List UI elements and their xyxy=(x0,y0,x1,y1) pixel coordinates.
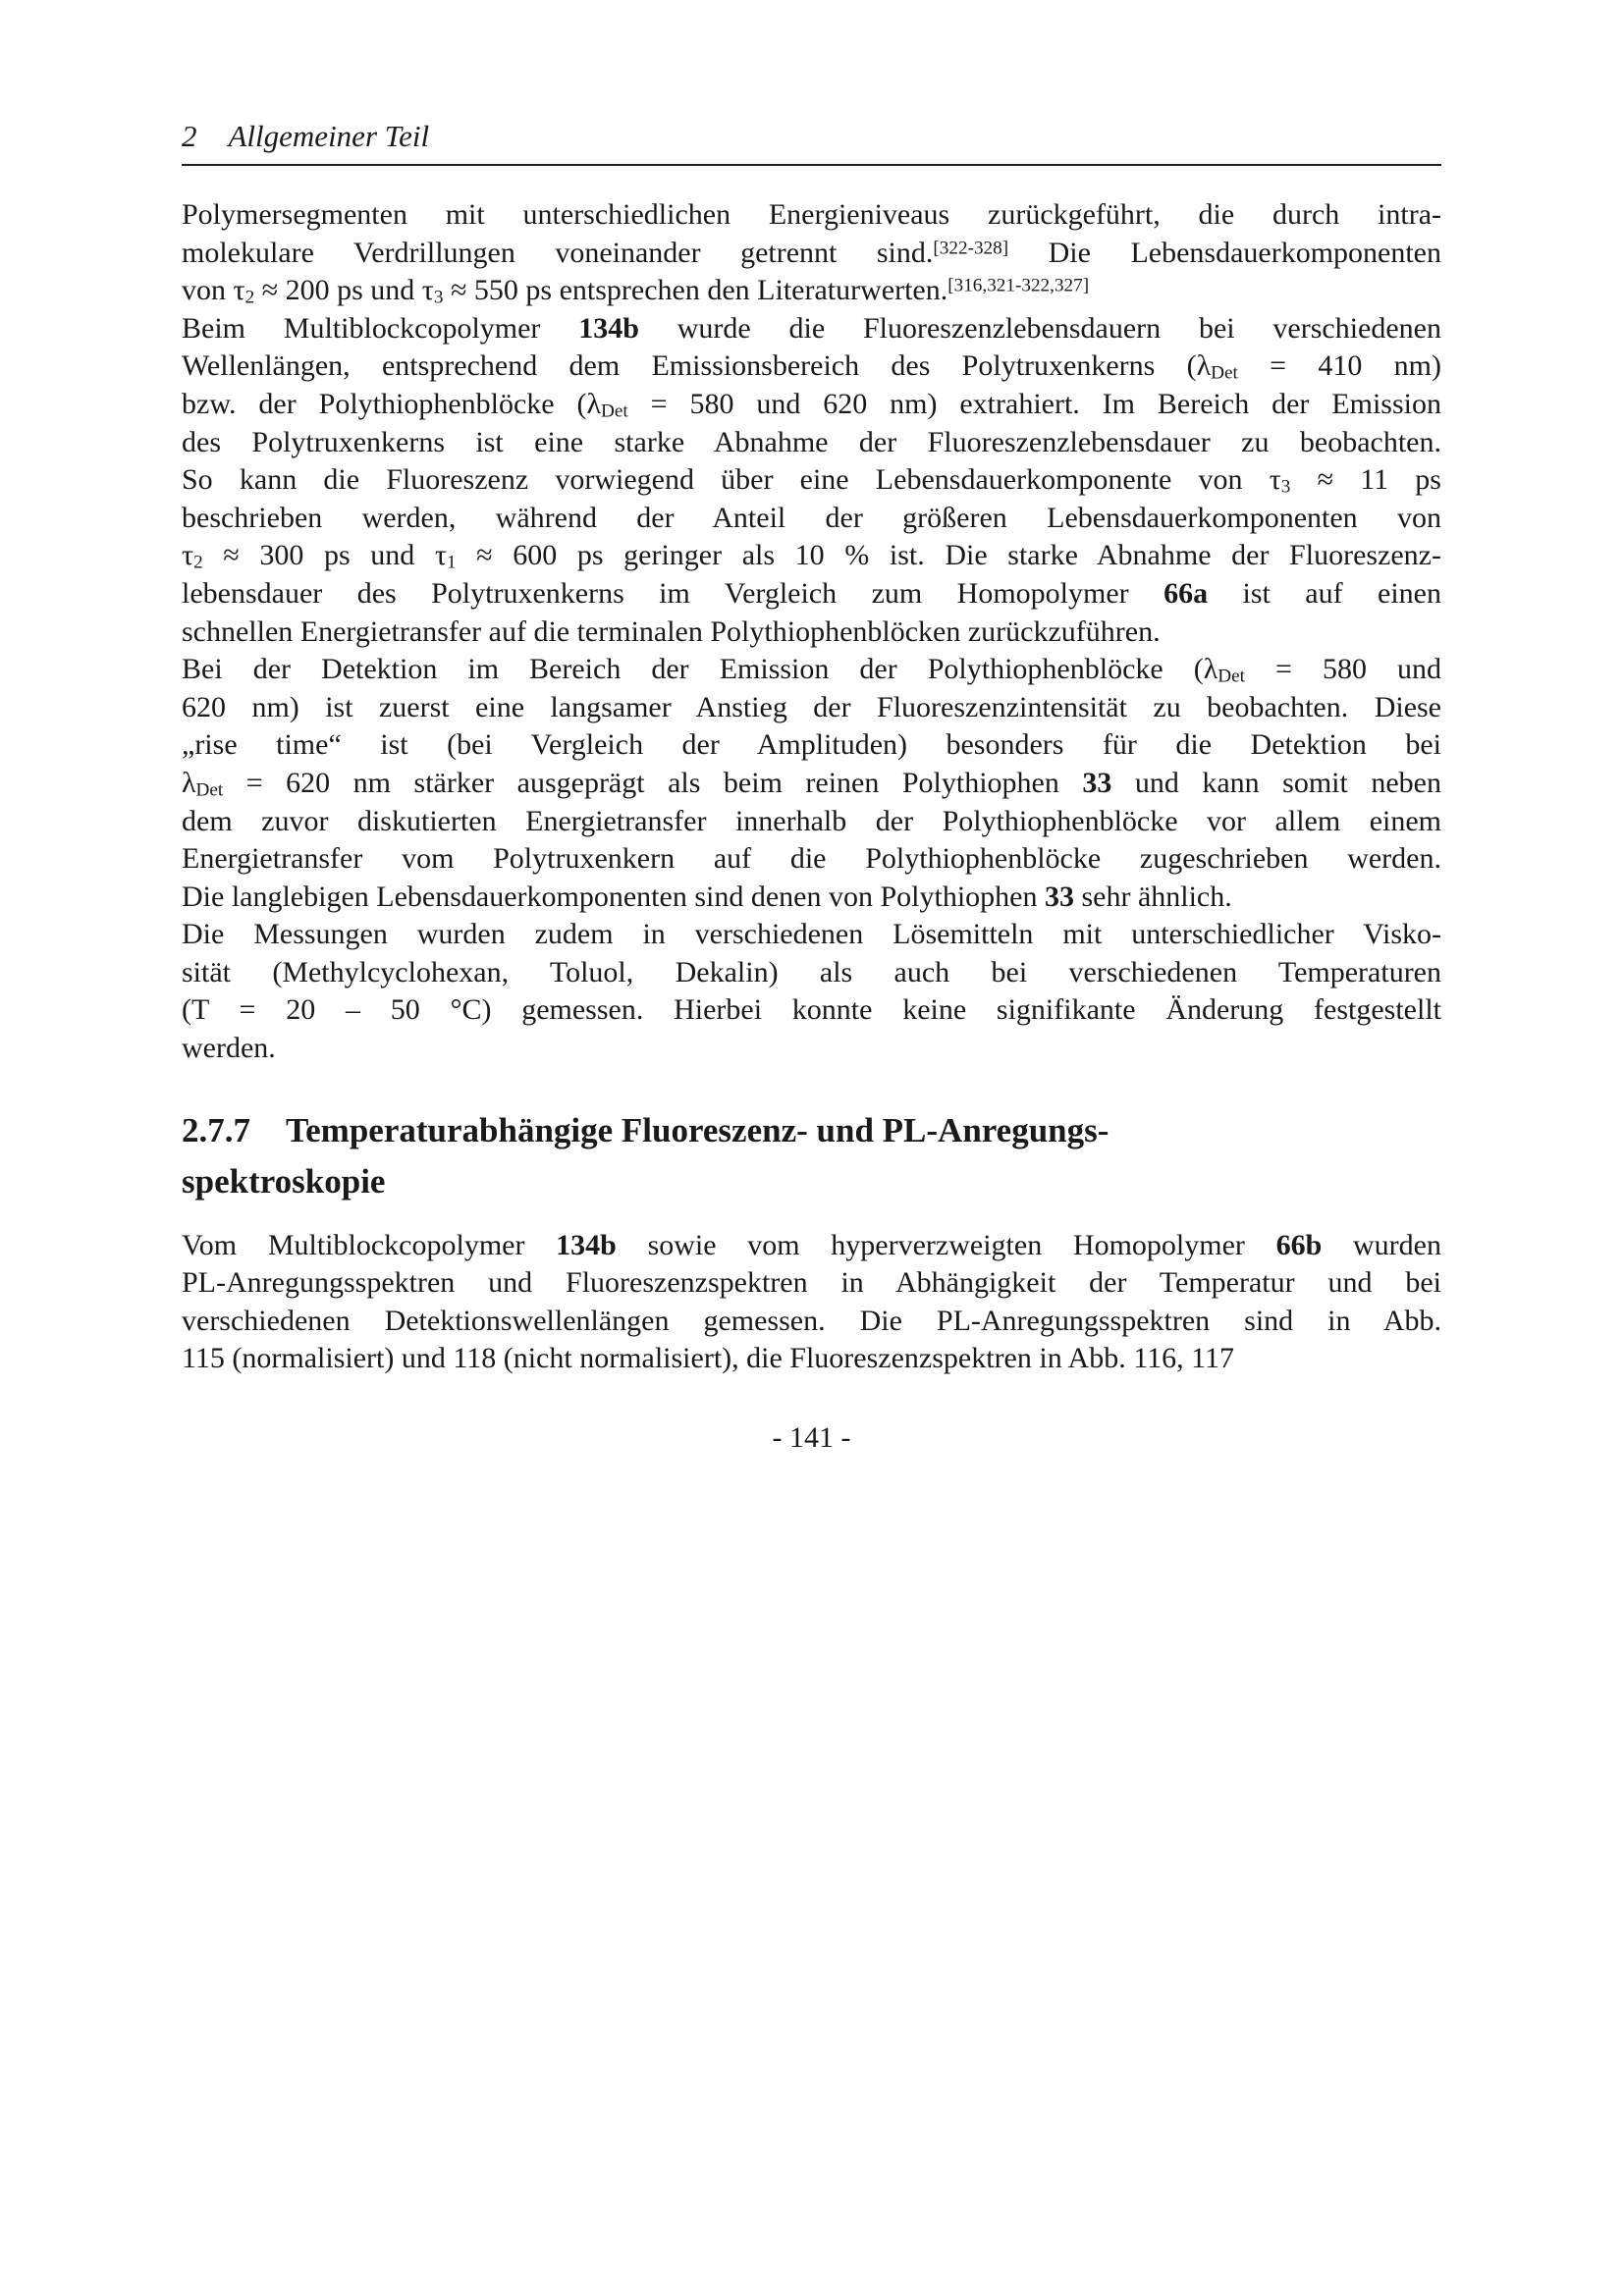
text-line xyxy=(182,575,1441,614)
text-run: Det xyxy=(195,779,224,801)
text-run: Die Messungen wurden zudem in verschiedenen Lösemitteln mit unterschiedlicher Visko- xyxy=(182,918,1441,951)
text-run: verschiedenen Detektionswellenlängen gemessen. Die PL-Anregungsspektren sind in Abb. xyxy=(182,1304,1441,1337)
running-header xyxy=(182,118,1441,166)
text-run: = 620 nm stärker ausgeprägt als beim reinen Polythiophen xyxy=(223,766,1083,799)
text-line xyxy=(182,879,1441,917)
text-run: 115 (normalisiert) und 118 (nicht normalisiert), die Fluoreszenzspektren in Abb. 116, 117 xyxy=(182,1342,1234,1375)
text-run: (T = 20 – 50 °C) gemessen. Hierbei konnte keine signifikante Änderung festgestellt xyxy=(182,993,1441,1027)
text-line xyxy=(182,1156,1441,1207)
text-run: 134b xyxy=(556,1228,617,1261)
text-line xyxy=(182,235,1441,273)
text-run: lebensdauer des Polytruxenkerns im Vergleich zum Homopolymer xyxy=(182,576,1164,610)
text-run: Temperaturabhängige Fluoreszenz- und PL-Anregungs- xyxy=(286,1110,1109,1149)
text-run: 3 xyxy=(433,287,444,308)
text-run: λ xyxy=(182,766,196,799)
text-run: schnellen Energietransfer auf die terminalen Polythiophenblöcken zurückzuführen. xyxy=(182,614,1161,648)
text-run: Det xyxy=(1211,362,1238,384)
text-run: sehr ähnlich. xyxy=(1073,880,1232,913)
running-header-chapter-number: 2 xyxy=(182,119,197,153)
text-line xyxy=(182,803,1441,841)
text-run: beschrieben werden, während der Anteil der größeren Lebensdauerkomponenten von xyxy=(182,501,1441,534)
text-line xyxy=(182,1105,1441,1156)
text-line xyxy=(182,537,1441,575)
text-run: ≈ 300 ps und τ xyxy=(202,539,447,572)
text-line xyxy=(182,916,1441,954)
text-run: Die Lebensdauerkomponenten xyxy=(1008,236,1441,269)
text-run: = 580 und 620 nm) extrahiert. Im Bereich der Emission xyxy=(627,387,1441,420)
text-line xyxy=(182,500,1441,538)
text-run: 66b xyxy=(1275,1228,1323,1261)
text-line xyxy=(182,272,1441,310)
text-run: bzw. der Polythiophenblöcke (λ xyxy=(182,387,602,420)
text-run: sität (Methylcyclohexan, Toluol, Dekalin) als auch bei verschiedenen Temperaturen xyxy=(182,955,1441,988)
text-run: Det xyxy=(601,400,628,422)
heading-number: 2.7.7 xyxy=(182,1110,250,1149)
text-line xyxy=(182,461,1441,500)
text-run: [322-328] xyxy=(933,237,1009,258)
text-run: werden. xyxy=(182,1032,276,1065)
text-run: 33 xyxy=(1082,766,1112,799)
text-run: = 410 nm) xyxy=(1237,349,1441,383)
text-run: sowie vom hyperverzweigten Homopolymer xyxy=(616,1228,1276,1261)
text-run: PL-Anregungsspektren und Fluoreszenzspektren in Abhängigkeit der Temperatur und bei xyxy=(182,1266,1441,1300)
text-line xyxy=(182,196,1441,235)
text-line xyxy=(182,424,1441,462)
text-run: 2 xyxy=(244,287,255,308)
text-run: dem zuvor diskutierten Energietransfer innerhalb der Polythiophenblöcke vor allem einem xyxy=(182,804,1441,837)
text-run: wurde die Fluoreszenzlebensdauern bei verschiedenen xyxy=(638,311,1441,345)
text-run: des Polytruxenkerns ist eine starke Abnahme der Fluoreszenzlebensdauer zu beobachten. xyxy=(182,425,1441,458)
text-run: 620 nm) ist zuerst eine langsamer Anstieg der Fluoreszenzintensität zu beobachten. Diese xyxy=(182,690,1441,723)
text-line xyxy=(182,765,1441,803)
text-run: Bei der Detektion im Bereich der Emission der Polythiophenblöcke (λ xyxy=(182,653,1218,686)
text-run: ≈ 550 ps entsprechen den Literaturwerten. xyxy=(443,274,948,307)
text-line xyxy=(182,1030,1441,1068)
page-body xyxy=(182,196,1441,1378)
text-run: Energietransfer vom Polytruxenkern auf die Polythiophenblöcke zugeschrieben werden. xyxy=(182,842,1441,876)
text-run: ≈ 11 ps xyxy=(1290,463,1441,497)
text-run: = 580 und xyxy=(1245,653,1441,686)
paragraph-3 xyxy=(182,651,1441,916)
text-run: Det xyxy=(1217,666,1245,687)
page-footer xyxy=(182,1419,1441,1457)
text-run: molekulare Verdrillungen voneinander getrennt sind. xyxy=(182,236,934,269)
paragraph-4 xyxy=(182,916,1441,1067)
text-line xyxy=(182,840,1441,879)
text-run: 3 xyxy=(1280,476,1291,498)
text-run: von τ xyxy=(182,274,245,307)
text-run: ≈ 600 ps geringer als 10 % ist. Die starke Abnahme der Fluoreszenz- xyxy=(456,539,1441,572)
text-line xyxy=(182,1340,1441,1378)
text-run: ≈ 200 ps und τ xyxy=(254,274,434,307)
text-run: Polymersegmenten mit unterschiedlichen Energieniveaus zurückgeführt, die durch intra- xyxy=(182,198,1441,231)
page-number: - 141 - xyxy=(772,1421,851,1455)
text-line xyxy=(182,1264,1441,1303)
text-run: 66a xyxy=(1163,576,1209,610)
text-run: „rise time“ ist (bei Vergleich der Amplituden) besonders für die Detektion bei xyxy=(182,728,1441,762)
text-line xyxy=(182,1227,1441,1265)
text-line xyxy=(182,954,1441,992)
text-line xyxy=(182,386,1441,424)
text-line xyxy=(182,310,1441,348)
text-run: wurden xyxy=(1322,1228,1441,1261)
text-line xyxy=(182,726,1441,765)
text-line xyxy=(182,614,1441,652)
text-run: Wellenlängen, entsprechend dem Emissionsbereich des Polytruxenkerns (λ xyxy=(182,349,1212,383)
text-line xyxy=(182,1303,1441,1341)
text-run: ist auf einen xyxy=(1208,576,1441,610)
paragraph-5 xyxy=(182,1227,1441,1378)
text-run: Beim Multiblockcopolymer xyxy=(182,311,579,345)
text-line xyxy=(182,347,1441,386)
text-run: 1 xyxy=(446,552,457,573)
text-run: 2 xyxy=(193,552,203,573)
text-run: [316,321-322,327] xyxy=(947,275,1090,296)
section-heading-2-7-7 xyxy=(182,1105,1441,1207)
text-run: 134b xyxy=(578,311,639,345)
text-run: 33 xyxy=(1044,880,1074,913)
text-run: und kann somit neben xyxy=(1111,766,1441,799)
text-run: τ xyxy=(182,539,194,572)
paragraph-1 xyxy=(182,196,1441,310)
text-line xyxy=(182,991,1441,1030)
text-line xyxy=(182,689,1441,727)
text-line xyxy=(182,651,1441,689)
text-run: Die langlebigen Lebensdauerkomponenten sind denen von Polythiophen xyxy=(182,880,1045,913)
text-run: spektroskopie xyxy=(182,1161,386,1201)
text-run: Vom Multiblockcopolymer xyxy=(182,1228,557,1261)
running-header-chapter-title: Allgemeiner Teil xyxy=(228,119,430,153)
paragraph-2 xyxy=(182,310,1441,651)
text-run: So kann die Fluoreszenz vorwiegend über eine Lebensdauerkomponente von τ xyxy=(182,463,1281,497)
